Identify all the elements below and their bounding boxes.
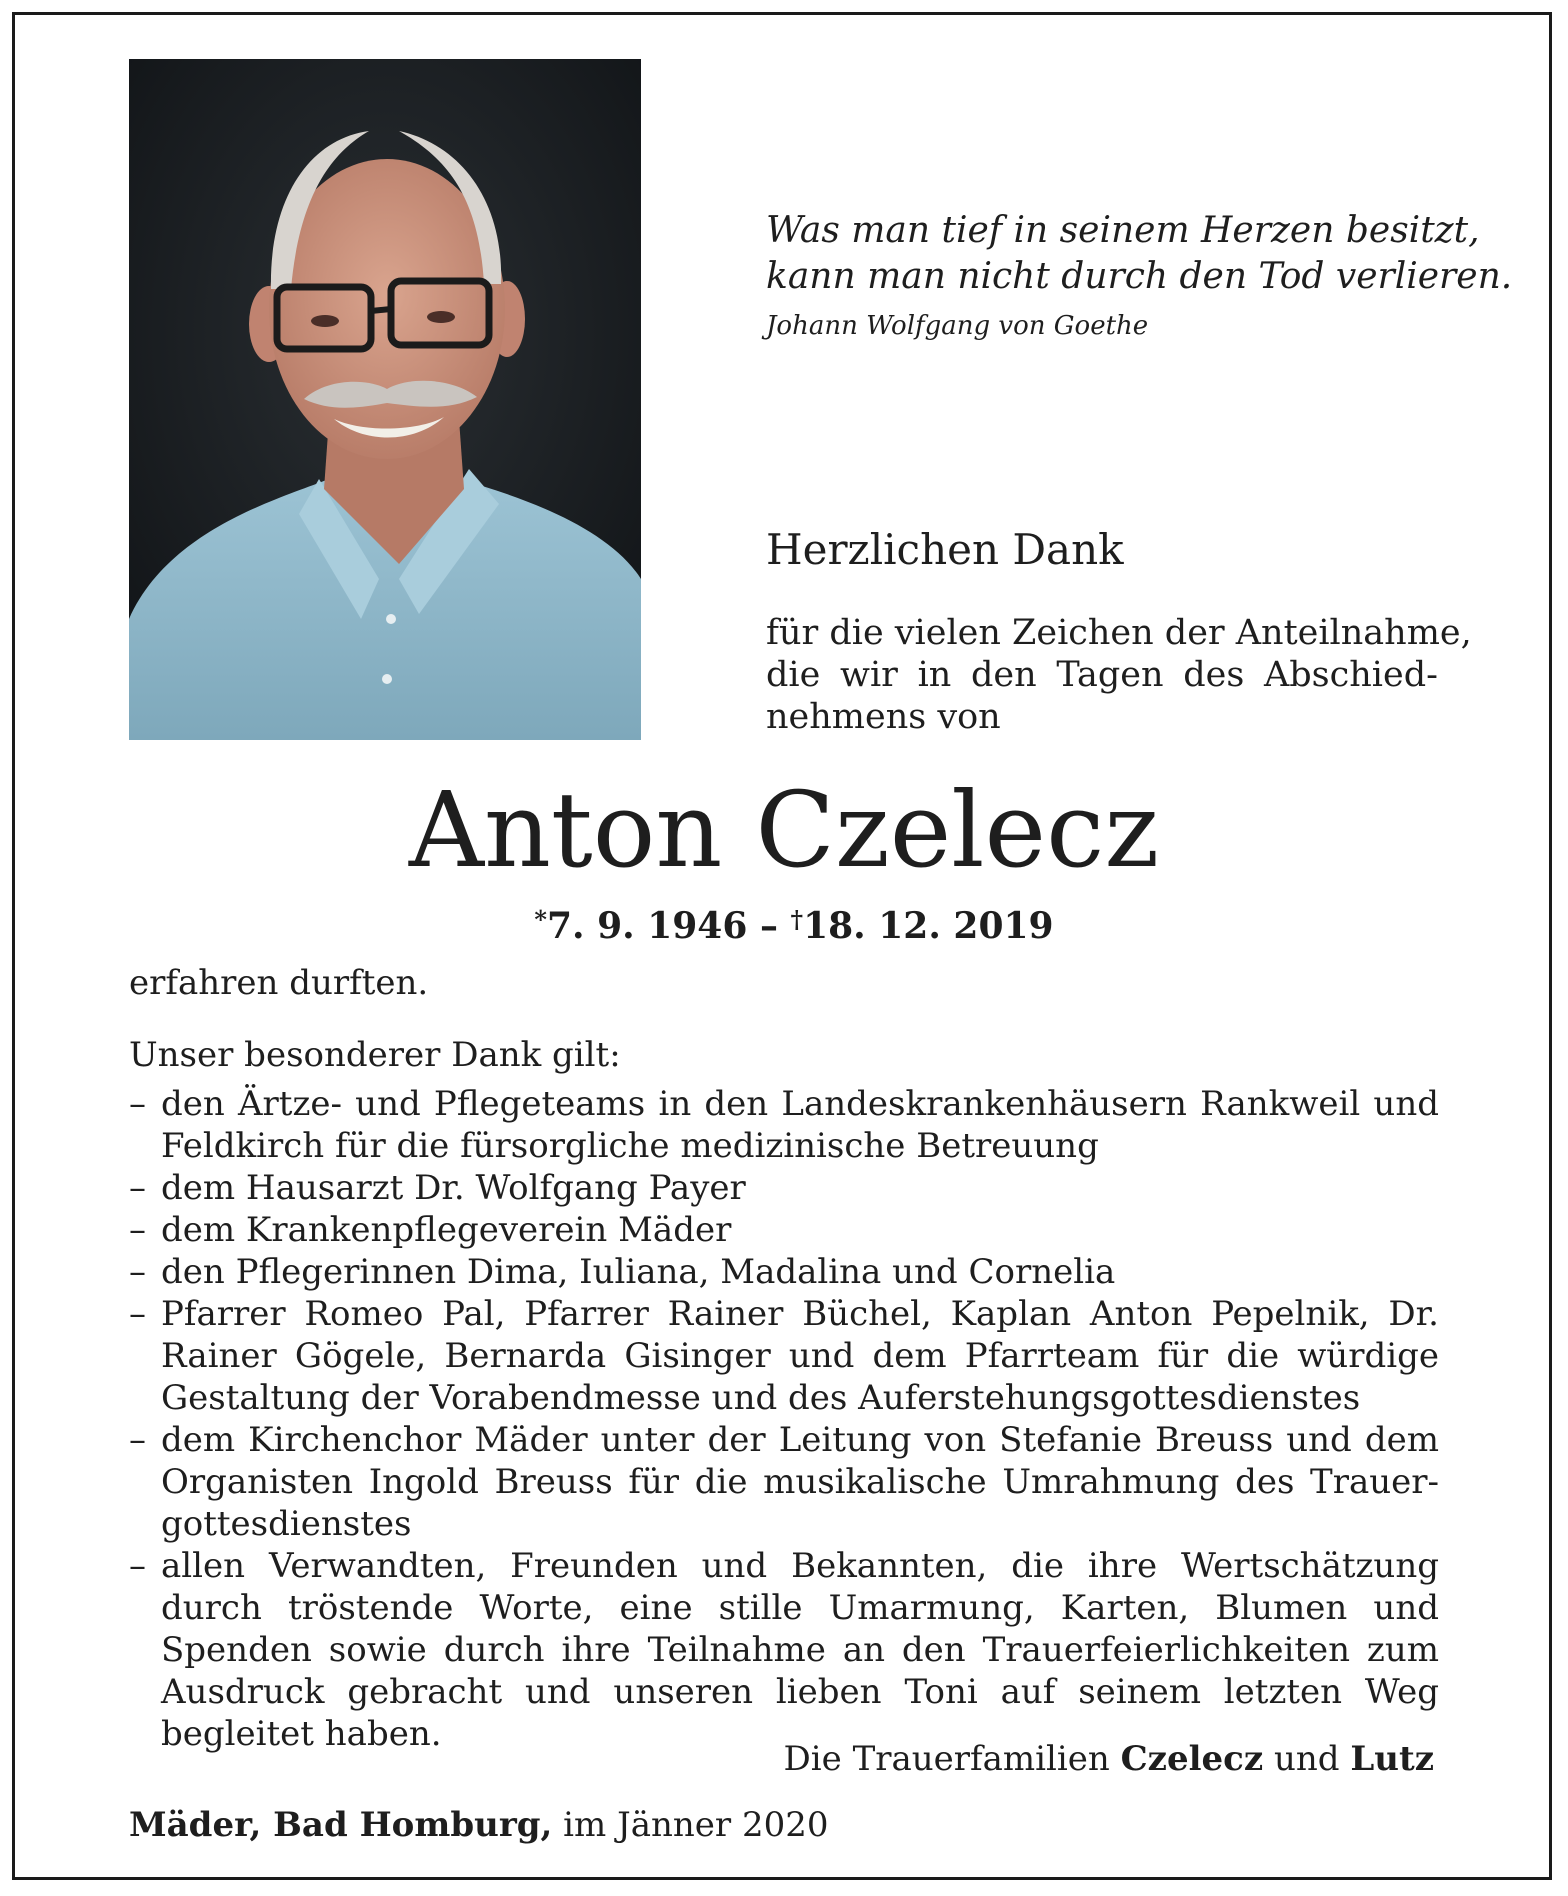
intro-word: in xyxy=(917,655,952,695)
thanks-list xyxy=(129,1083,1439,1755)
portrait-photo xyxy=(129,59,641,740)
list-item: – dem Krankenpflegeverein Mäder xyxy=(129,1209,1439,1251)
signoff-conjunction: und xyxy=(1273,1739,1340,1779)
family-name-lutz: Lutz xyxy=(1350,1739,1434,1779)
family-name-czelecz: Czelecz xyxy=(1120,1739,1264,1779)
list-item: – allen Verwandten, Freunden und Bekannten, die ihre Wertschätzung durch tröstende Worte, eine stille Umarmung, Karten, Blumen und Spenden sowie durch ihre Teilnahme an den Trauerfeierlichkeiten zum Ausdruck gebracht und unseren lieben Toni auf seinem letzten Weg begleitet haben. xyxy=(129,1545,1439,1755)
list-item: – den Ärtze- und Pflegeteams in den Landeskrankenhäusern Rankweil und Feldkirch für die fürsorgliche medizinische Betreuung xyxy=(129,1083,1439,1167)
birth-date: 7. 9. 1946 xyxy=(546,905,748,947)
deceased-name: Anton Czelecz xyxy=(408,769,1160,891)
intro-word: die xyxy=(766,655,821,695)
place-and-date xyxy=(129,1804,829,1846)
intro-word: wir xyxy=(840,655,898,695)
quote-author: Johann Wolfgang von Goethe xyxy=(766,311,1149,341)
experienced-line: erfahren durften. xyxy=(129,963,429,1003)
date: im Jänner 2020 xyxy=(563,1805,829,1845)
family-signoff xyxy=(784,1738,1434,1780)
intro-line-1: für die vielen Zeichen der Anteilnahme, xyxy=(766,613,1472,653)
quote-line-1: Was man tief in seinem Herzen besitzt, xyxy=(766,210,1480,251)
intro-word: Abschied- xyxy=(1264,655,1438,695)
death-symbol: † xyxy=(790,905,804,934)
signoff-prefix: Die Trauerfamilien xyxy=(783,1739,1110,1779)
birth-symbol: * xyxy=(534,905,547,934)
special-thanks-heading: Unser besonderer Dank gilt: xyxy=(129,1035,621,1075)
goethe-quote xyxy=(766,208,1513,344)
thanks-intro xyxy=(766,612,1472,738)
list-item: – den Pflegerinnen Dima, Iuliana, Madalina und Cornelia xyxy=(129,1251,1439,1293)
intro-word: den xyxy=(971,655,1037,695)
portrait-illustration xyxy=(129,59,641,740)
intro-line-3: nehmens von xyxy=(766,697,1001,737)
life-dates xyxy=(0,898,1568,948)
death-date: 18. 12. 2019 xyxy=(803,905,1054,947)
list-item: – dem Kirchenchor Mäder unter der Leitung von Stefanie Breuss und dem Organisten Ingold Breuss für die musikalische Umrahmung des Trauer-gottesdienstes xyxy=(129,1419,1439,1545)
date-separator: – xyxy=(759,905,778,947)
intro-line-2 xyxy=(766,654,1438,696)
list-item: – Pfarrer Romeo Pal, Pfarrer Rainer Büchel, Kaplan Anton Pepelnik, Dr. Rainer Gögele, Bernarda Gisinger und dem Pfarrteam für die würdige Gestaltung der Vorabendmesse und des Auferstehungsgottesdienstes xyxy=(129,1293,1439,1419)
thanks-title: Herzlichen Dank xyxy=(766,525,1124,574)
intro-word: des xyxy=(1183,655,1245,695)
intro-word: Tagen xyxy=(1056,655,1164,695)
quote-line-2: kann man nicht durch den Tod verlieren. xyxy=(766,256,1513,297)
places: Mäder, Bad Homburg, xyxy=(129,1805,553,1845)
list-item: – dem Hausarzt Dr. Wolfgang Payer xyxy=(129,1167,1439,1209)
